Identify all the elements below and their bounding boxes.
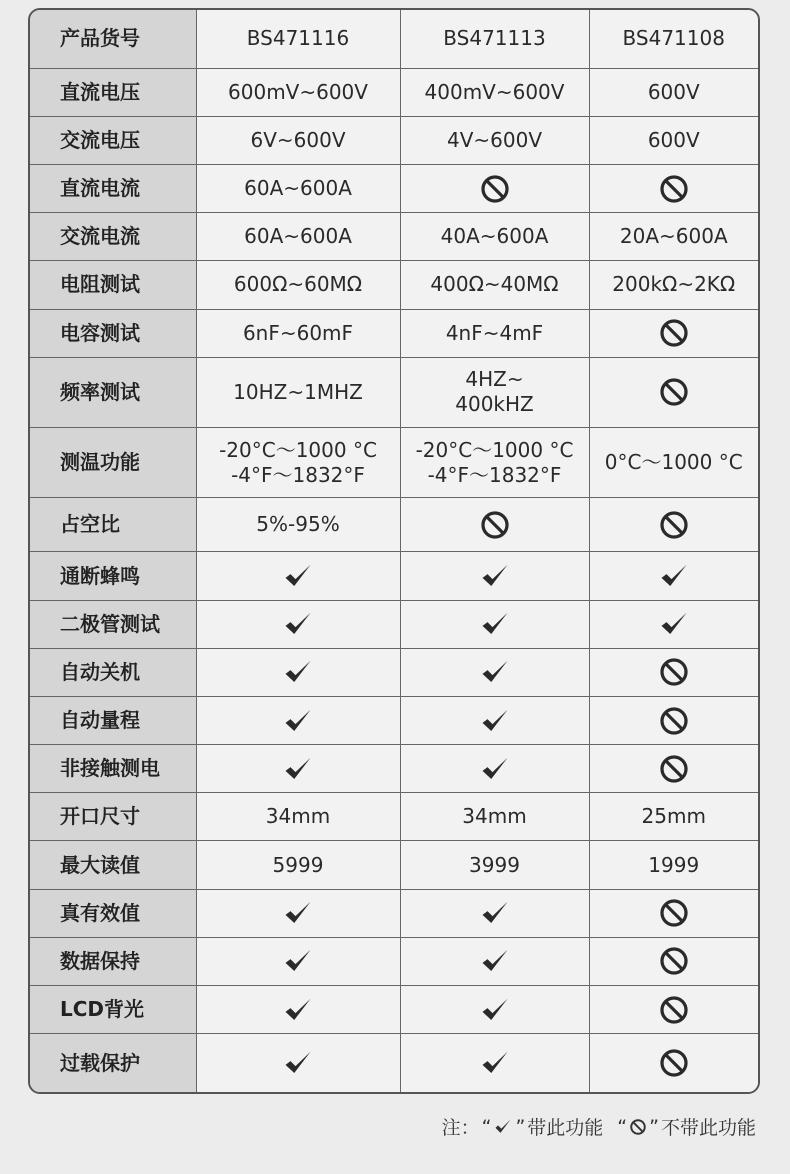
header-model-2: BS471113 [400, 10, 589, 68]
check-icon [283, 1050, 313, 1074]
feature-cell [196, 648, 400, 696]
row-label: 频率测试 [30, 357, 196, 427]
spec-value: 400kHZ [455, 392, 534, 417]
table-row [30, 985, 758, 1033]
prohibited-icon [659, 900, 689, 924]
spec-value: 3999 [469, 852, 520, 877]
feature-cell [196, 600, 400, 648]
spec-value: 5999 [272, 852, 324, 877]
table-row [30, 213, 758, 261]
check-icon [659, 611, 689, 635]
spec-value: 4V~600V [446, 127, 543, 152]
spec-cell [196, 498, 400, 552]
check-icon [493, 1116, 513, 1138]
spec-cell [196, 116, 400, 164]
spec-cell [400, 116, 589, 164]
spec-cell [196, 68, 400, 116]
feature-cell [589, 357, 758, 427]
row-label: 过载保护 [30, 1034, 196, 1092]
spec-cell [196, 841, 400, 889]
feature-cell [400, 1034, 589, 1092]
row-label: 电容测试 [30, 309, 196, 357]
table-row [30, 600, 758, 648]
check-icon [480, 611, 510, 635]
spec-value: 6V~600V [250, 127, 346, 152]
prohibited-icon [659, 755, 689, 779]
table-row [30, 498, 758, 552]
check-icon [659, 563, 689, 587]
check-icon [480, 755, 510, 779]
check-icon [480, 659, 510, 683]
spec-value: 10HZ~1MHZ [233, 379, 363, 404]
row-label: 自动关机 [30, 648, 196, 696]
row-label: 直流电流 [30, 165, 196, 213]
spec-cell [400, 793, 589, 841]
feature-cell [196, 985, 400, 1033]
table-row [30, 793, 758, 841]
table-row [30, 841, 758, 889]
feature-cell [400, 498, 589, 552]
row-label: 自动量程 [30, 696, 196, 744]
feature-cell [196, 552, 400, 600]
note-with-feature: 带此功能 [527, 1117, 604, 1139]
spec-value: 600V [647, 127, 700, 152]
spec-value: 400Ω~40MΩ [430, 272, 559, 297]
spec-cell [400, 357, 589, 427]
feature-cell [589, 165, 758, 213]
table-row [30, 357, 758, 427]
table-row [30, 309, 758, 357]
row-label: 最大读值 [30, 841, 196, 889]
row-label: 直流电压 [30, 68, 196, 116]
spec-value: 60A~600A [244, 224, 352, 249]
row-label: LCD背光 [30, 985, 196, 1033]
note-open-quote-2: “ [617, 1115, 628, 1138]
feature-cell [400, 165, 589, 213]
spec-cell [589, 213, 758, 261]
prohibited-icon [480, 511, 510, 535]
feature-cell [589, 498, 758, 552]
spec-cell [196, 213, 400, 261]
check-icon [283, 659, 313, 683]
spec-value: 600V [647, 79, 700, 104]
spec-cell [589, 793, 758, 841]
feature-cell [400, 600, 589, 648]
spec-value: 600mV~600V [228, 79, 368, 104]
note-close-quote-2: ” [649, 1115, 659, 1138]
prohibited-icon [659, 320, 689, 344]
feature-cell [400, 889, 589, 937]
legend-note [442, 1113, 756, 1140]
table-row [30, 165, 758, 213]
check-icon [283, 563, 313, 587]
note-close-quote-1: ” [515, 1115, 526, 1138]
spec-cell [400, 213, 589, 261]
header-product-code: 产品货号 [30, 10, 196, 68]
table-row [30, 261, 758, 309]
spec-cell [196, 165, 400, 213]
spec-cell [196, 357, 400, 427]
check-icon [283, 611, 313, 635]
spec-cell [589, 261, 758, 309]
spec-cell [196, 261, 400, 309]
spec-value: 600Ω~60MΩ [233, 272, 363, 297]
spec-cell [400, 841, 589, 889]
feature-cell [589, 552, 758, 600]
feature-cell [196, 889, 400, 937]
note-without-feature: 不带此功能 [660, 1117, 756, 1139]
feature-cell [589, 309, 758, 357]
table-header-row [30, 10, 758, 68]
spec-value: 34mm [462, 804, 527, 829]
row-label: 非接触测电 [30, 745, 196, 793]
prohibited-icon [659, 175, 689, 199]
table-row [30, 1034, 758, 1092]
prohibited-icon [659, 996, 689, 1020]
spec-value: 4HZ~ [465, 367, 524, 392]
spec-comparison-table [30, 10, 758, 1092]
spec-cell [400, 427, 589, 497]
spec-value: -20°C～1000 °C [415, 437, 574, 462]
spec-cell [400, 309, 589, 357]
spec-value: -20°C～1000 °C [219, 437, 377, 462]
table-row [30, 427, 758, 497]
row-label: 二极管测试 [30, 600, 196, 648]
feature-cell [589, 1034, 758, 1092]
spec-value: 0°C～1000 °C [604, 450, 743, 475]
feature-cell [400, 648, 589, 696]
check-icon [283, 996, 313, 1020]
prohibited-icon [659, 948, 689, 972]
check-icon [480, 996, 510, 1020]
prohibited-icon [659, 379, 689, 403]
check-icon [480, 900, 510, 924]
spec-value: -4°F～1832°F [427, 462, 562, 487]
spec-value: 20A~600A [619, 224, 728, 249]
prohibited-icon [659, 1050, 689, 1074]
row-label: 真有效值 [30, 889, 196, 937]
check-icon [480, 707, 510, 731]
feature-cell [400, 937, 589, 985]
check-icon [283, 948, 313, 972]
note-open-quote-1: “ [481, 1115, 492, 1138]
prohibited-icon [659, 511, 689, 535]
table-row [30, 648, 758, 696]
prohibited-icon [659, 659, 689, 683]
spec-cell [589, 116, 758, 164]
spec-cell [400, 68, 589, 116]
row-label: 交流电流 [30, 213, 196, 261]
spec-cell [589, 68, 758, 116]
feature-cell [196, 1034, 400, 1092]
feature-cell [400, 985, 589, 1033]
spec-value: 400mV~600V [424, 79, 565, 104]
row-label: 开口尺寸 [30, 793, 196, 841]
prohibited-icon [629, 1116, 647, 1138]
feature-cell [589, 985, 758, 1033]
table-row [30, 68, 758, 116]
comparison-table-frame [28, 8, 760, 1094]
feature-cell [400, 552, 589, 600]
spec-value: 40A~600A [440, 224, 549, 249]
check-icon [480, 948, 510, 972]
spec-cell [589, 841, 758, 889]
note-prefix: 注： [441, 1117, 480, 1139]
row-label: 通断蜂鸣 [30, 552, 196, 600]
spec-value: -4°F～1832°F [231, 462, 365, 487]
spec-cell [589, 427, 758, 497]
spec-value: 6nF~60mF [242, 320, 354, 345]
table-row [30, 116, 758, 164]
feature-cell [196, 745, 400, 793]
prohibited-icon [659, 707, 689, 731]
check-icon [283, 707, 313, 731]
feature-cell [589, 600, 758, 648]
check-icon [283, 755, 313, 779]
spec-value: 25mm [641, 804, 706, 829]
spec-cell [196, 793, 400, 841]
feature-cell [400, 696, 589, 744]
table-row [30, 552, 758, 600]
spec-value: 1999 [648, 852, 700, 877]
spec-value: 60A~600A [244, 176, 352, 201]
feature-cell [589, 745, 758, 793]
row-label: 交流电压 [30, 116, 196, 164]
prohibited-icon [480, 175, 510, 199]
spec-value: 5%-95% [256, 512, 340, 537]
row-label: 电阻测试 [30, 261, 196, 309]
table-row [30, 889, 758, 937]
row-label: 测温功能 [30, 427, 196, 497]
row-label: 占空比 [30, 498, 196, 552]
header-model-3: BS471108 [589, 10, 758, 68]
table-row [30, 696, 758, 744]
check-icon [480, 1050, 510, 1074]
spec-value: 34mm [265, 804, 331, 829]
feature-cell [589, 889, 758, 937]
feature-cell [196, 937, 400, 985]
feature-cell [589, 937, 758, 985]
table-row [30, 937, 758, 985]
spec-value: 200kΩ~2KΩ [612, 272, 736, 297]
spec-cell [196, 309, 400, 357]
check-icon [283, 900, 313, 924]
header-model-1: BS471116 [196, 10, 400, 68]
table-row [30, 745, 758, 793]
check-icon [480, 563, 510, 587]
spec-value: 4nF~4mF [445, 320, 544, 345]
feature-cell [400, 745, 589, 793]
row-label: 数据保持 [30, 937, 196, 985]
feature-cell [589, 648, 758, 696]
spec-cell [400, 261, 589, 309]
feature-cell [589, 696, 758, 744]
feature-cell [196, 696, 400, 744]
spec-cell [196, 427, 400, 497]
